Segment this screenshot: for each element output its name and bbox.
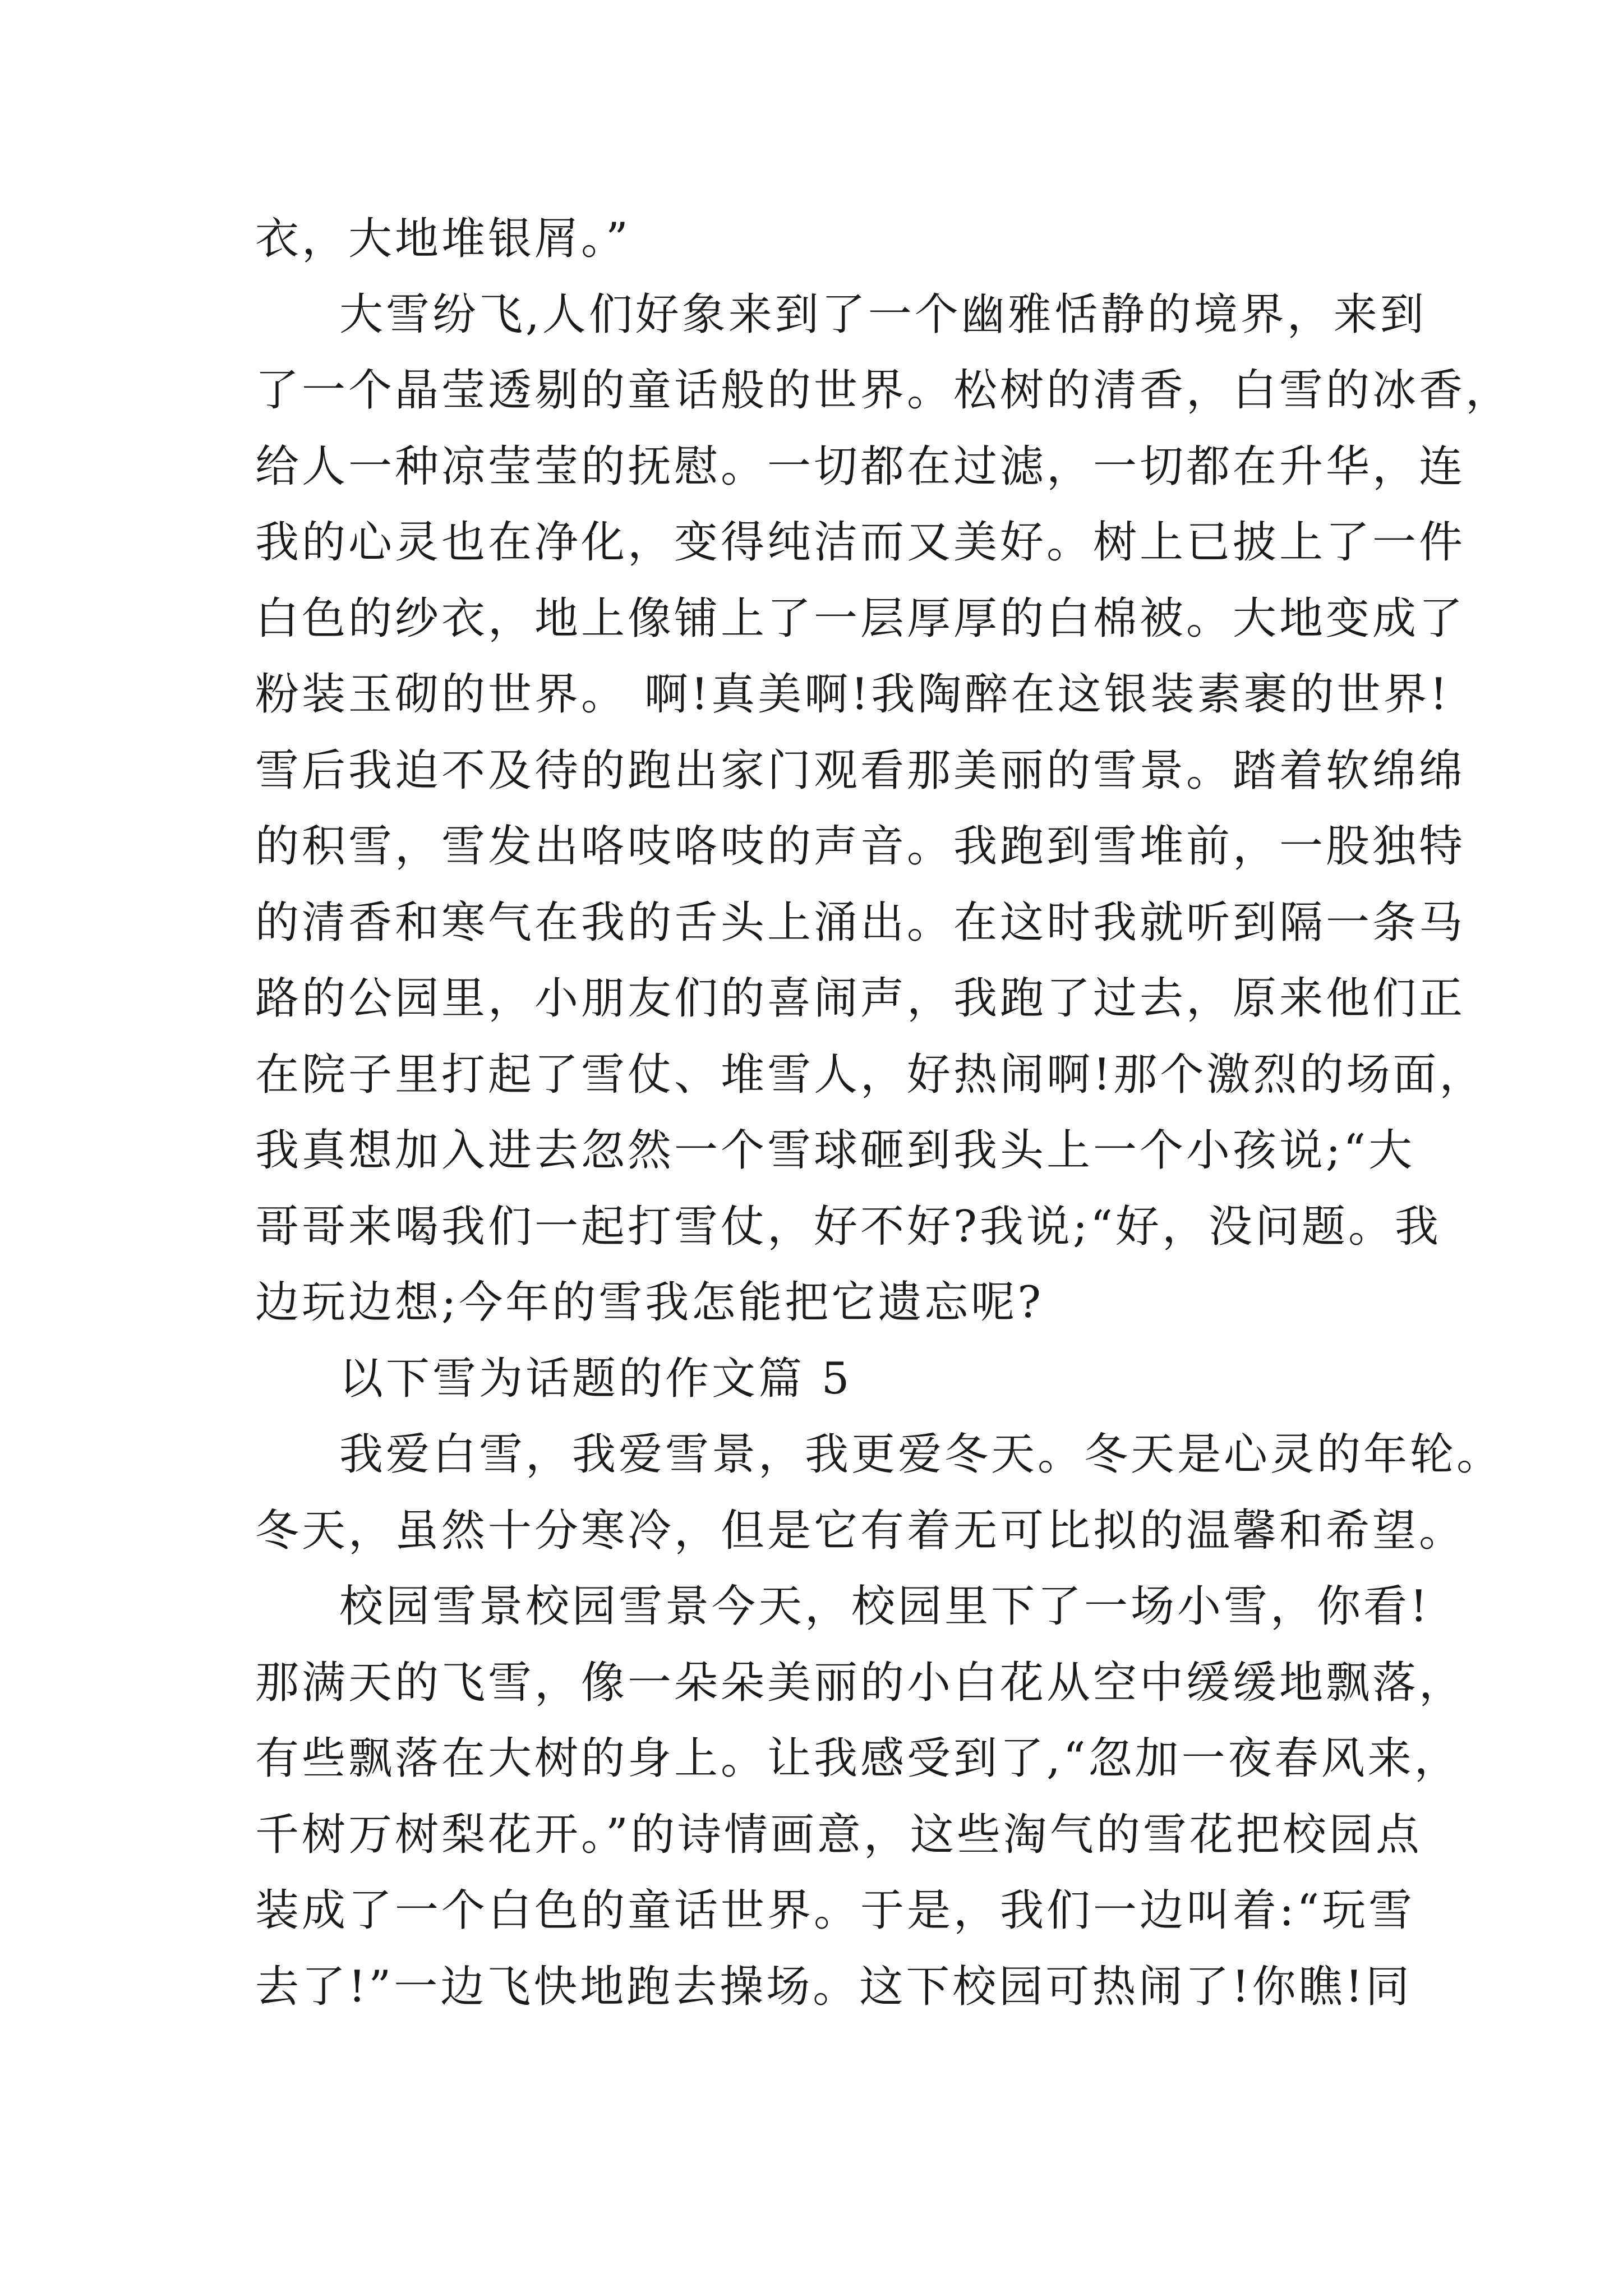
text-line: 有些飘落在大树的身上。让我感受到了,“忽加一夜春风来， — [255, 1733, 1461, 1784]
section-heading: 以下雪为话题的作文篇 5 — [339, 1354, 852, 1404]
text-line: 大雪纷飞,人们好象来到了一个幽雅恬静的境界，来到 — [339, 289, 1427, 340]
text-line: 千树万树梨花开。”的诗情画意，这些淘气的雪花把校园点 — [255, 1810, 1422, 1860]
text-line: 哥哥来喝我们一起打雪仗，好不好?我说;“好，没问题。我 — [255, 1202, 1441, 1252]
text-line: 衣，大地堆银屑。” — [255, 214, 631, 264]
text-line: 边玩边想;今年的雪我怎能把它遗忘呢? — [255, 1277, 1044, 1328]
text-line: 了一个晶莹透剔的童话般的世界。松树的清香，白雪的冰香， — [255, 365, 1513, 416]
text-line: 给人一种凉莹莹的抚慰。一切都在过滤，一切都在升华，连 — [255, 441, 1466, 492]
text-line: 我爱白雪，我爱雪景，我更爱冬天。冬天是心灵的年轮。 — [339, 1429, 1504, 1480]
text-line: 的清香和寒气在我的舌头上涌出。在这时我就听到隔一条马 — [255, 898, 1466, 948]
text-line: 我的心灵也在净化，变得纯洁而又美好。树上已披上了一件 — [255, 517, 1466, 568]
text-line: 我真想加入进去忽然一个雪球砸到我头上一个小孩说;“大 — [255, 1125, 1415, 1176]
text-line: 去了!”一边飞快地跑去操场。这下校园可热闹了!你瞧!同 — [255, 1962, 1412, 2012]
text-line: 校园雪景校园雪景今天，校园里下了一场小雪，你看! — [339, 1581, 1431, 1632]
text-line: 那满天的飞雪，像一朵朵美丽的小白花从空中缓缓地飘落， — [255, 1658, 1466, 1708]
text-line: 粉装玉砌的世界。 啊!真美啊!我陶醉在这银装素裹的世界! — [255, 669, 1450, 720]
text-line: 冬天，虽然十分寒冷，但是它有着无可比拟的温馨和希望。 — [255, 1506, 1466, 1556]
text-line: 在院子里打起了雪仗、堆雪人，好热闹啊!那个激烈的场面， — [255, 1050, 1486, 1100]
text-line: 的积雪，雪发出咯吱咯吱的声音。我跑到雪堆前，一股独特 — [255, 821, 1466, 872]
text-line: 白色的纱衣，地上像铺上了一层厚厚的白棉被。大地变成了 — [255, 593, 1466, 644]
text-line: 路的公园里，小朋友们的喜闹声，我跑了过去，原来他们正 — [255, 973, 1466, 1024]
text-line: 雪后我迫不及待的跑出家门观看那美丽的雪景。踏着软绵绵 — [255, 746, 1466, 796]
text-line: 装成了一个白色的童话世界。于是，我们一边叫着:“玩雪 — [255, 1885, 1415, 1936]
